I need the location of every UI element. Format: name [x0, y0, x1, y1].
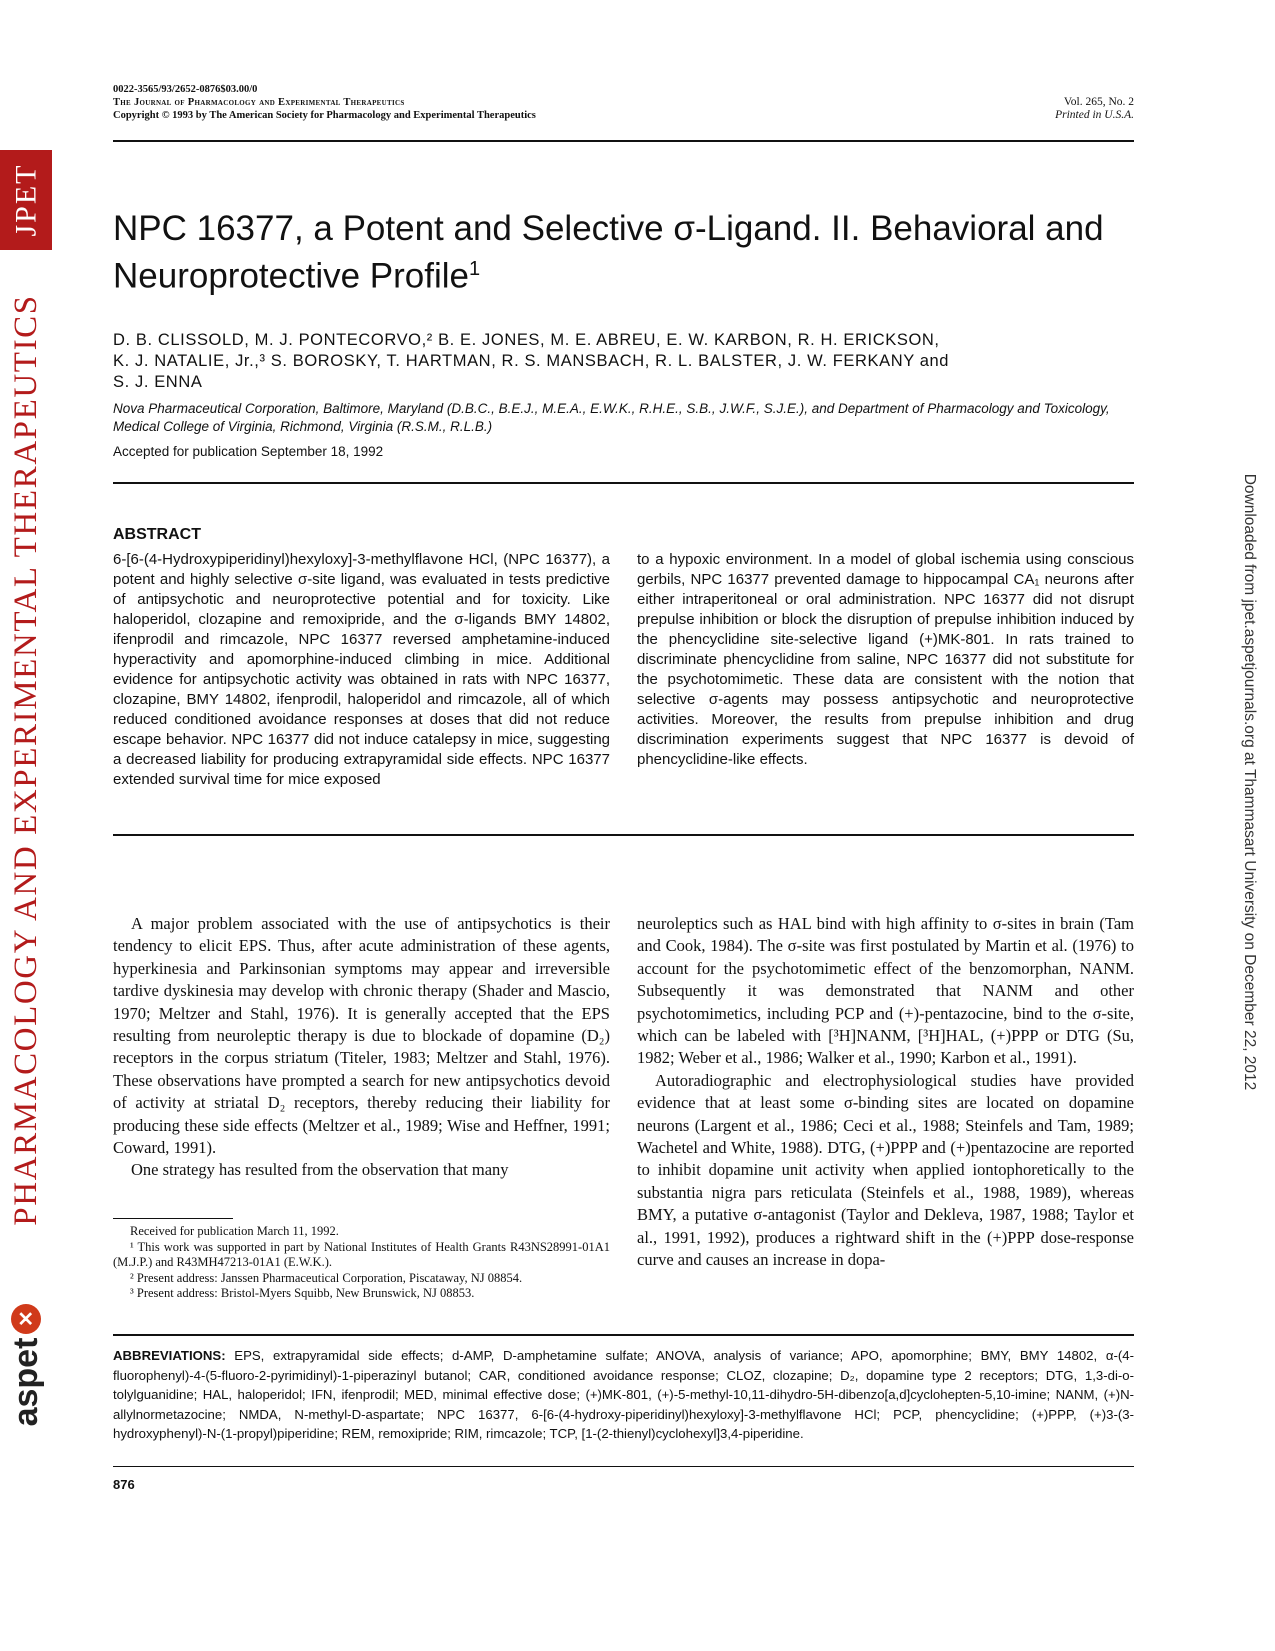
- body-col-right: [637, 913, 1134, 1272]
- jpet-label: JPET: [9, 163, 43, 237]
- footnotes: [113, 1224, 610, 1302]
- footnote-received: Received for publication March 11, 1992.: [130, 1224, 339, 1238]
- jpet-badge: [0, 150, 52, 250]
- aspet-logo-text: aspet: [6, 1337, 45, 1427]
- accepted-date: Accepted for publication September 18, 1992: [113, 444, 384, 459]
- abbreviations: [113, 1346, 1134, 1444]
- article-title-text: NPC 16377, a Potent and Selective σ-Ligand. II. Behavioral and Neuroprotective Profile: [113, 209, 1104, 297]
- abstract-top-rule: [113, 482, 1134, 484]
- journal-name-vertical: PHARMACOLOGY AND EXPERIMENTAL THERAPEUTICS: [8, 294, 44, 1226]
- body-paragraph: A major problem associated with the use of antipsychotics is their tendency to elicit EPS. Thus, after acute administration of these agents, hyperkinesia and Parkinsonian symptoms may appear and irreversible tardive dyskinesia may develop with chronic therapy (Shader and Mascio, 1970; Meltzer and Stahl, 1976). It is generally accepted that the EPS resulting from neuroleptic therapy is due to blockade of dopamine (D₂) receptors in the corpus striatum (Titeler, 1983; Meltzer and Stahl, 1976). These observations have prompted a search for new antipsychotics devoid of activity at striatal D₂ receptors, thereby reducing their liability for producing these side effects (Meltzer et al., 1989; Wise and Heffner, 1991; Coward, 1991).: [113, 914, 610, 1158]
- footnote-1: ¹ This work was supported in part by National Institutes of Health Grants R43NS28991-01A1 (M.J.P.) and R43MH47213-01A1 (E.W.K.).: [113, 1239, 610, 1270]
- author-line: S. J. ENNA: [113, 373, 203, 391]
- abstract-col-left: 6-[6-(4-Hydroxypiperidinyl)hexyloxy]-3-methylflavone HCl, (NPC 16377), a potent and highly selective σ-site ligand, was evaluated in tests predictive of antipsychotic and neuroprotective potential and for toxicity. Like haloperidol, clozapine and remoxipride, and the σ-ligands BMY 14802, ifenprodil and rimcazole, NPC 16377 reversed amphetamine-induced hyperactivity and apomorphine-induced climbing in mice. Additional evidence for antipsychotic activity was obtained in rats with NPC 16377, clozapine, BMY 14802, ifenprodil, haloperidol and rimcazole, all of which reduced conditioned avoidance responses at doses that did not reduce escape behavior. NPC 16377 did not induce catalepsy in mice, suggesting a decreased liability for producing extrapyramidal side effects. NPC 16377 extended survival time for mice exposed: [113, 551, 610, 788]
- journal-sidebar: [0, 0, 52, 1651]
- article-title: [113, 209, 1134, 297]
- body-col-left: [113, 913, 610, 1182]
- abstract-heading: ABSTRACT: [113, 526, 201, 543]
- author-list: [113, 330, 1134, 393]
- abbreviations-label: ABBREVIATIONS:: [113, 1348, 226, 1363]
- printed-in: Printed in U.S.A.: [1055, 109, 1134, 121]
- abbreviations-rule: [113, 1334, 1134, 1336]
- article-code: 0022-3565/93/2652-0876$03.00/0: [113, 84, 258, 95]
- volume: Vol. 265, No. 2: [1063, 96, 1134, 108]
- copyright: Copyright © 1993 by The American Society for Pharmacology and Experimental Therapeutics: [113, 110, 536, 121]
- author-line: K. J. NATALIE, Jr.,³ S. BOROSKY, T. HARTMAN, R. S. MANSBACH, R. L. BALSTER, J. W. FERKANY and: [113, 352, 950, 370]
- abbreviations-text: EPS, extrapyramidal side effects; d-AMP, D-amphetamine sulfate; ANOVA, analysis of variance; APO, apomorphine; BMY, BMY 14802, α-(4-fluorophenyl)-4-(5-fluoro-2-pyrimidinyl)-1-piperazinyl butanol; CAR, conditioned avoidance response; CLOZ, clozapine; D₂, dopamine type 2 receptors; DTG, 1,3-di-o-tolylguanidine; HAL, haloperidol; IFN, ifenprodil; MED, minimal effective dose; (+)MK-801, (+)-5-methyl-10,11-dihydro-5H-dibenzo[a,d]cyclohepten-5,10-imine; NANM, (+)N-allylnormetazocine; NMDA, N-methyl-D-aspartate; NPC 16377, 6-[6-(4-hydroxy-piperidinyl)hexyloxy]-3-methylflavone HCl; PCP, phencyclidine; (+)PPP, (+)3-(3-hydroxyphenyl)-N-(1-propyl)piperidine; REM, remoxipride; RIM, rimcazole; TCP, [1-(2-thienyl)cyclohexyl]3,4-piperidine.: [113, 1348, 1135, 1441]
- footnote-2: ² Present address: Janssen Pharmaceutical Corporation, Piscataway, NJ 08854.: [130, 1270, 523, 1285]
- footnote-rule: [113, 1218, 233, 1219]
- page-number: 876: [113, 1477, 135, 1492]
- author-line: D. B. CLISSOLD, M. J. PONTECORVO,² B. E. JONES, M. E. ABREU, E. W. KARBON, R. H. ERICKSON,: [113, 331, 940, 349]
- footnote-3: ³ Present address: Bristol-Myers Squibb, New Brunswick, NJ 08853.: [130, 1286, 475, 1301]
- body-paragraph: One strategy has resulted from the observation that many: [131, 1160, 509, 1180]
- aspet-logo: [4, 1280, 48, 1450]
- body-paragraph: Autoradiographic and electrophysiological studies have provided evidence that at least some σ-binding sites are located on dopamine neurons (Largent et al., 1986; Ceci et al., 1988; Steinfels and Tam, 1989; Wachetel and White, 1988). DTG, (+)PPP and (+)pentazocine are reported to inhibit dopamine unit activity when applied iontophoretically to the substantia nigra pars reticulata (Steinfels et al., 1988, 1989), whereas BMY, a putative σ-antagonist (Taylor and Dekleva, 1987, 1988; Taylor et al., 1991, 1992), produces a rightward shift in the (+)PPP dose-response curve and causes an increase in dopa-: [637, 1070, 1134, 1270]
- header-rule: [113, 140, 1134, 142]
- affiliation: Nova Pharmaceutical Corporation, Baltimore, Maryland (D.B.C., B.E.J., M.E.A., E.W.K., R.H.E., S.B., J.W.F., S.J.E.), and Department of Pharmacology and Toxicology, Medical College of Virginia, Richmond, Virginia (R.S.M., R.L.B.): [113, 401, 1110, 434]
- title-footnote-marker: 1: [469, 258, 481, 281]
- download-note: Downloaded from jpet.aspetjournals.org at Thammasart University on December 22, 2012: [1241, 473, 1258, 1091]
- page-bottom-rule: [113, 1466, 1134, 1467]
- abstract-bottom-rule: [113, 834, 1134, 836]
- header-left: [113, 83, 536, 122]
- body-paragraph: neuroleptics such as HAL bind with high affinity to σ-sites in brain (Tam and Cook, 1984). The σ-site was first postulated by Martin et al. (1976) to account for the psychotomimetic effect of the benzomorphan, NANM. Subsequently it was demonstrated that NANM and other psychotomimetics, including PCP and (+)-pentazocine, bind to the σ-site, which can be labeled with [³H]NANM, [³H]HAL, (+)PPP or DTG (Su, 1982; Weber et al., 1986; Walker et al., 1990; Karbon et al., 1991).: [637, 914, 1134, 1068]
- header-right: [1055, 96, 1134, 122]
- abstract-col-right: to a hypoxic environment. In a model of global ischemia using conscious gerbils, NPC 16377 prevented damage to hippocampal CA₁ neurons after either intraperitoneal or oral administration. NPC 16377 did not disrupt prepulse inhibition or block the disruption of prepulse inhibition induced by the phencyclidine site-selective ligand (+)MK-801. In rats trained to discriminate phencyclidine from saline, NPC 16377 did not substitute for the psychotomimetic. These data are consistent with the notion that selective σ-agents may possess antipsychotic and neuroprotective activities. Moreover, the results from prepulse inhibition and drug discrimination experiments suggest that NPC 16377 is devoid of phencyclidine-like effects.: [637, 551, 1134, 768]
- aspet-logo-mark-icon: ✕: [11, 1304, 41, 1334]
- journal-title: The Journal of Pharmacology and Experimental Therapeutics: [113, 97, 405, 108]
